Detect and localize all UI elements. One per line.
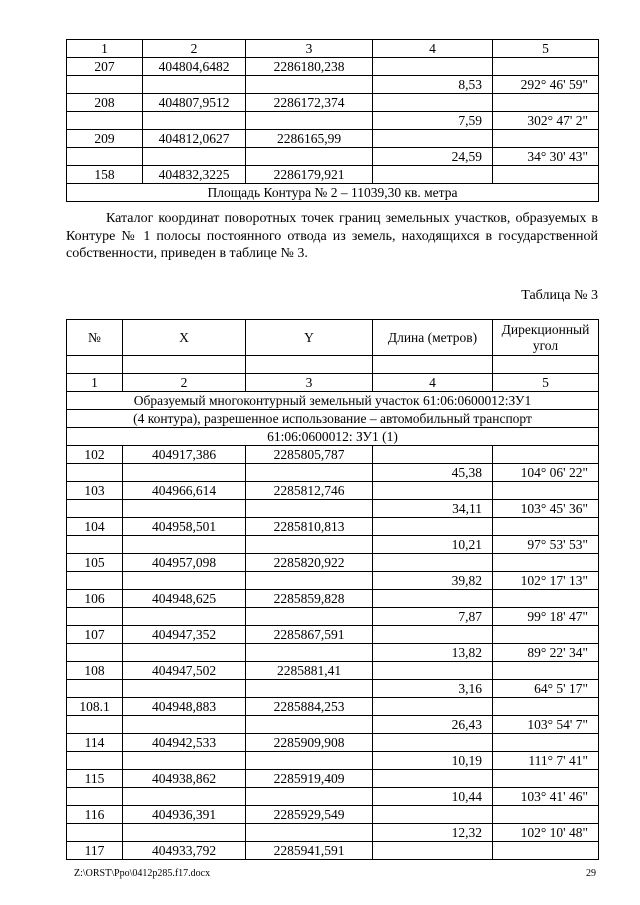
contour-area: Площадь Контура № 2 – 11039,30 кв. метра: [67, 184, 599, 202]
angle-cell: [493, 94, 599, 112]
point-number-cell: [67, 148, 143, 166]
point-row: [67, 58, 599, 76]
length-cell: [373, 589, 493, 607]
length-cell: 10,44: [373, 787, 493, 805]
angle-cell: [493, 130, 599, 148]
length-cell: 34,11: [373, 499, 493, 517]
point-row: [67, 841, 599, 859]
point-number-cell: [67, 535, 123, 553]
point-row: [67, 517, 599, 535]
length-cell: 10,19: [373, 751, 493, 769]
angle-cell: [493, 553, 599, 571]
angle-cell: [493, 805, 599, 823]
point-number-cell: 114: [67, 733, 123, 751]
x-coordinate-cell: 404948,883: [123, 697, 246, 715]
point-row: [67, 589, 599, 607]
segment-row: [67, 751, 599, 769]
segment-row: [67, 535, 599, 553]
y-coordinate-cell: 2285805,787: [246, 445, 373, 463]
x-coordinate-cell: [123, 499, 246, 517]
angle-cell: [493, 481, 599, 499]
coordinates-table-3: [66, 319, 599, 860]
angle-cell: [493, 517, 599, 535]
angle-cell: [493, 589, 599, 607]
y-coordinate-cell: 2285810,813: [246, 517, 373, 535]
length-cell: [373, 130, 493, 148]
length-cell: 26,43: [373, 715, 493, 733]
coordinates-table-continued: [66, 39, 599, 202]
point-row: [67, 130, 599, 148]
x-coordinate-cell: [123, 715, 246, 733]
group-title-line-2: (4 контура), разрешенное использование – автомобильный транспорт: [67, 409, 599, 427]
length-cell: [373, 58, 493, 76]
length-cell: [373, 805, 493, 823]
y-coordinate-cell: 2285867,591: [246, 625, 373, 643]
point-row: [67, 733, 599, 751]
angle-cell: [493, 769, 599, 787]
table2-index-cell: 3: [246, 373, 373, 391]
length-cell: [373, 661, 493, 679]
point-number-cell: 105: [67, 553, 123, 571]
point-number-cell: 117: [67, 841, 123, 859]
table-caption: Таблица № 3: [521, 288, 598, 303]
y-coordinate-cell: [246, 499, 373, 517]
point-number-cell: [67, 823, 123, 841]
segment-row: [67, 148, 599, 166]
point-number-cell: 207: [67, 58, 143, 76]
catalog-paragraph: Каталог координат поворотных точек границ земельных участков, образуемых в Контуре № 1 полосы постоянного отвода из земель, находящихся в государственной собственности, приведен в таблице № 3.: [66, 211, 598, 261]
y-coordinate-cell: 2286179,921: [246, 166, 373, 184]
x-coordinate-cell: 404804,6482: [143, 58, 246, 76]
table1-index-cell: 2: [143, 40, 246, 58]
point-number-cell: 108.1: [67, 697, 123, 715]
point-number-cell: 116: [67, 805, 123, 823]
point-row: [67, 553, 599, 571]
table2-index-cell: 5: [493, 373, 599, 391]
group-title-row: [67, 391, 599, 409]
table2-index-row: [67, 373, 599, 391]
angle-cell: 34° 30' 43": [493, 148, 599, 166]
y-coordinate-cell: 2285859,828: [246, 589, 373, 607]
point-number-cell: 209: [67, 130, 143, 148]
length-cell: 7,59: [373, 112, 493, 130]
segment-row: [67, 787, 599, 805]
point-number-cell: 115: [67, 769, 123, 787]
angle-cell: [493, 841, 599, 859]
y-coordinate-cell: [246, 715, 373, 733]
x-coordinate-cell: 404933,792: [123, 841, 246, 859]
angle-cell: [493, 166, 599, 184]
angle-cell: 89° 22' 34": [493, 643, 599, 661]
group-title-row: [67, 409, 599, 427]
point-number-cell: 106: [67, 589, 123, 607]
angle-cell: 99° 18' 47": [493, 607, 599, 625]
length-cell: 24,59: [373, 148, 493, 166]
x-coordinate-cell: [123, 823, 246, 841]
point-row: [67, 661, 599, 679]
contour-title: 61:06:0600012: ЗУ1 (1): [67, 427, 599, 445]
y-coordinate-cell: [246, 607, 373, 625]
x-coordinate-cell: [123, 751, 246, 769]
length-cell: [373, 553, 493, 571]
length-cell: [373, 445, 493, 463]
table1-index-cell: 3: [246, 40, 373, 58]
length-cell: 7,87: [373, 607, 493, 625]
y-coordinate-cell: 2285941,591: [246, 841, 373, 859]
angle-cell: 102° 10' 48": [493, 823, 599, 841]
x-coordinate-cell: [143, 112, 246, 130]
point-row: [67, 166, 599, 184]
point-row: [67, 805, 599, 823]
x-coordinate-cell: [123, 535, 246, 553]
y-coordinate-cell: [246, 571, 373, 589]
segment-row: [67, 715, 599, 733]
length-cell: 12,32: [373, 823, 493, 841]
point-number-cell: 107: [67, 625, 123, 643]
point-number-cell: [67, 787, 123, 805]
table1-index-cell: 4: [373, 40, 493, 58]
point-number-cell: [67, 715, 123, 733]
col-header-y: Y: [246, 320, 373, 356]
point-number-cell: 158: [67, 166, 143, 184]
x-coordinate-cell: 404812,0627: [143, 130, 246, 148]
point-number-cell: [67, 679, 123, 697]
length-cell: 10,21: [373, 535, 493, 553]
segment-row: [67, 571, 599, 589]
x-coordinate-cell: [143, 76, 246, 94]
length-cell: 45,38: [373, 463, 493, 481]
point-number-cell: [67, 463, 123, 481]
segment-row: [67, 643, 599, 661]
y-coordinate-cell: 2285812,746: [246, 481, 373, 499]
segment-row: [67, 823, 599, 841]
point-number-cell: [67, 751, 123, 769]
point-number-cell: 102: [67, 445, 123, 463]
y-coordinate-cell: [246, 148, 373, 166]
col-header-angle: Дирекционный угол: [493, 320, 599, 356]
x-coordinate-cell: 404947,502: [123, 661, 246, 679]
point-number-cell: 108: [67, 661, 123, 679]
length-cell: [373, 481, 493, 499]
point-number-cell: 208: [67, 94, 143, 112]
x-coordinate-cell: [123, 787, 246, 805]
x-coordinate-cell: 404948,625: [123, 589, 246, 607]
table1-index-cell: 5: [493, 40, 599, 58]
group-title-line-1: Образуемый многоконтурный земельный участок 61:06:0600012:ЗУ1: [67, 391, 599, 409]
angle-cell: [493, 733, 599, 751]
angle-cell: 103° 41' 46": [493, 787, 599, 805]
length-cell: 13,82: [373, 643, 493, 661]
segment-row: [67, 76, 599, 94]
y-coordinate-cell: 2286180,238: [246, 58, 373, 76]
y-coordinate-cell: [246, 112, 373, 130]
y-coordinate-cell: [246, 679, 373, 697]
segment-row: [67, 112, 599, 130]
page-number: 29: [586, 868, 596, 879]
point-number-cell: 103: [67, 481, 123, 499]
y-coordinate-cell: 2286165,99: [246, 130, 373, 148]
segment-row: [67, 499, 599, 517]
x-coordinate-cell: [123, 571, 246, 589]
angle-cell: 64° 5' 17": [493, 679, 599, 697]
footer-file-path: Z:\ORST\Ppo\0412p285.f17.docx: [74, 868, 211, 879]
col-header-number: №: [67, 320, 123, 356]
point-row: [67, 769, 599, 787]
angle-cell: 103° 45' 36": [493, 499, 599, 517]
point-row: [67, 94, 599, 112]
col-header-x: X: [123, 320, 246, 356]
point-number-cell: [67, 76, 143, 94]
length-cell: [373, 517, 493, 535]
angle-cell: 103° 54' 7": [493, 715, 599, 733]
length-cell: [373, 625, 493, 643]
length-cell: [373, 166, 493, 184]
x-coordinate-cell: [123, 643, 246, 661]
point-number-cell: [67, 571, 123, 589]
angle-cell: 292° 46' 59": [493, 76, 599, 94]
y-coordinate-cell: 2286172,374: [246, 94, 373, 112]
x-coordinate-cell: 404938,862: [123, 769, 246, 787]
y-coordinate-cell: [246, 76, 373, 94]
angle-cell: [493, 661, 599, 679]
x-coordinate-cell: [123, 463, 246, 481]
length-cell: [373, 769, 493, 787]
y-coordinate-cell: 2285820,922: [246, 553, 373, 571]
point-row: [67, 445, 599, 463]
y-coordinate-cell: [246, 643, 373, 661]
y-coordinate-cell: 2285919,409: [246, 769, 373, 787]
point-number-cell: [67, 643, 123, 661]
angle-cell: 111° 7' 41": [493, 751, 599, 769]
segment-row: [67, 607, 599, 625]
angle-cell: [493, 625, 599, 643]
length-cell: [373, 733, 493, 751]
y-coordinate-cell: 2285881,41: [246, 661, 373, 679]
x-coordinate-cell: 404832,3225: [143, 166, 246, 184]
x-coordinate-cell: 404942,533: [123, 733, 246, 751]
length-cell: 3,16: [373, 679, 493, 697]
table1-index-cell: 1: [67, 40, 143, 58]
point-number-cell: 104: [67, 517, 123, 535]
angle-cell: 302° 47' 2": [493, 112, 599, 130]
x-coordinate-cell: 404947,352: [123, 625, 246, 643]
group-title-row: [67, 427, 599, 445]
y-coordinate-cell: 2285884,253: [246, 697, 373, 715]
y-coordinate-cell: [246, 535, 373, 553]
length-cell: [373, 697, 493, 715]
point-row: [67, 697, 599, 715]
angle-cell: 104° 06' 22": [493, 463, 599, 481]
point-number-cell: [67, 499, 123, 517]
y-coordinate-cell: [246, 823, 373, 841]
length-cell: [373, 841, 493, 859]
length-cell: 39,82: [373, 571, 493, 589]
table2-index-cell: 1: [67, 373, 123, 391]
x-coordinate-cell: 404807,9512: [143, 94, 246, 112]
angle-cell: [493, 445, 599, 463]
length-cell: 8,53: [373, 76, 493, 94]
point-row: [67, 625, 599, 643]
point-row: [67, 481, 599, 499]
table2-header-row: [67, 320, 599, 356]
point-number-cell: [67, 607, 123, 625]
x-coordinate-cell: [143, 148, 246, 166]
x-coordinate-cell: 404958,501: [123, 517, 246, 535]
y-coordinate-cell: [246, 787, 373, 805]
angle-cell: 102° 17' 13": [493, 571, 599, 589]
header-separator: [67, 356, 599, 374]
x-coordinate-cell: 404966,614: [123, 481, 246, 499]
table2-index-cell: 4: [373, 373, 493, 391]
table1-area-row: [67, 184, 599, 202]
x-coordinate-cell: [123, 679, 246, 697]
y-coordinate-cell: 2285929,549: [246, 805, 373, 823]
col-header-length: Длина (метров): [373, 320, 493, 356]
y-coordinate-cell: 2285909,908: [246, 733, 373, 751]
x-coordinate-cell: 404936,391: [123, 805, 246, 823]
angle-cell: [493, 58, 599, 76]
point-number-cell: [67, 112, 143, 130]
x-coordinate-cell: 404957,098: [123, 553, 246, 571]
segment-row: [67, 463, 599, 481]
angle-cell: 97° 53' 53": [493, 535, 599, 553]
x-coordinate-cell: [123, 607, 246, 625]
y-coordinate-cell: [246, 463, 373, 481]
y-coordinate-cell: [246, 751, 373, 769]
segment-row: [67, 679, 599, 697]
table2-index-cell: 2: [123, 373, 246, 391]
x-coordinate-cell: 404917,386: [123, 445, 246, 463]
length-cell: [373, 94, 493, 112]
angle-cell: [493, 697, 599, 715]
table1-index-row: [67, 40, 599, 58]
